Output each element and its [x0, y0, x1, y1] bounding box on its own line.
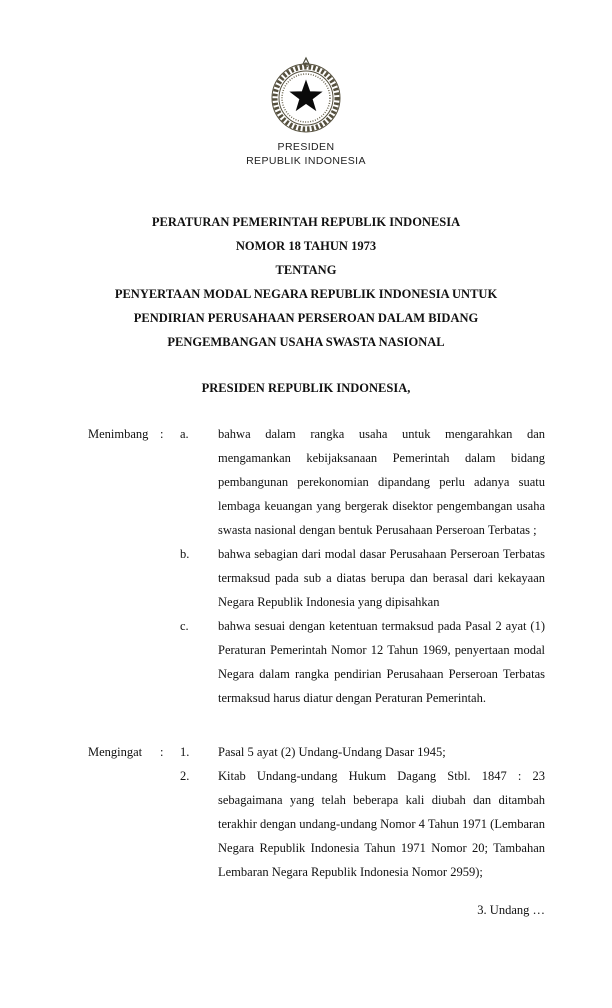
item-marker: a.: [180, 427, 189, 441]
legal-basis-item-1: [180, 740, 545, 764]
title-line-4: PENYERTAAN MODAL NEGARA REPUBLIK INDONESIA UNTUK: [114, 287, 498, 301]
item-text: Kitab Undang-undang Hukum Dagang Stbl. 1847 : 23 sebagaimana yang telah beberapa kali diubah dan ditambah terakhir dengan undang-undang Nomor 4 Tahun 1971 (Lembaran Negara Republik Indonesia Tahun 1971 Nomor 20; Tambahan Lembaran Negara Republik Indonesia Nomor 2959);: [218, 769, 545, 879]
consideration-item-b: [180, 542, 545, 614]
regulation-title: [0, 210, 612, 354]
item-text: bahwa sesuai dengan ketentuan termaksud pada Pasal 2 ayat (1) Peraturan Pemerintah Nomor 12 Tahun 1969, penyertaan modal Negara dalam rangka pendirian Perusahaan Perseroan Terbatas termaksud harus diatur dengan Peraturan Pemerintah.: [218, 619, 545, 705]
title-line-5: PENDIRIAN PERUSAHAAN PERSEROAN DALAM BIDANG: [133, 311, 479, 325]
item-text: bahwa dalam rangka usaha untuk mengarahkan dan mengamankan kebijaksanaan Pemerintah dalam bidang pembangunan perekonomian dipandang perlu adanya suatu lembaga keuangan yang bergerak disektor pengembangan usaha swasta nasional dengan bentuk Perusahaan Perseroan Terbatas ;: [218, 427, 545, 537]
letterhead: [0, 140, 612, 168]
consideration-item-c: [180, 614, 545, 710]
item-text: Pasal 5 ayat (2) Undang-Undang Dasar 1945;: [218, 745, 446, 759]
item-marker: c.: [180, 619, 189, 633]
item-marker: 1.: [180, 745, 190, 759]
section-label: Mengingat: [88, 745, 143, 759]
legal-basis-item-2: [180, 764, 545, 884]
title-line-1: PERATURAN PEMERINTAH REPUBLIK INDONESIA: [151, 215, 461, 229]
preamble-heading: PRESIDEN REPUBLIK INDONESIA,: [201, 381, 411, 395]
section-separator: :: [160, 745, 164, 759]
title-line-6: PENGEMBANGAN USAHA SWASTA NASIONAL: [167, 335, 445, 349]
item-marker: b.: [180, 547, 190, 561]
page-catchword: 3. Undang …: [477, 903, 545, 917]
title-line-3: TENTANG: [275, 263, 337, 277]
letterhead-republik-indonesia: REPUBLIK INDONESIA: [246, 155, 366, 167]
letterhead-presiden: PRESIDEN: [277, 141, 335, 153]
section-menimbang: [88, 422, 545, 710]
section-items: [180, 740, 545, 884]
title-line-2: NOMOR 18 TAHUN 1973: [235, 239, 377, 253]
consideration-item-a: [180, 422, 545, 542]
section-mengingat: [88, 740, 545, 884]
item-marker: 2.: [180, 769, 190, 783]
section-label: Menimbang: [88, 427, 149, 441]
section-separator: :: [160, 427, 164, 441]
emblem-container: [0, 56, 612, 134]
item-text: bahwa sebagian dari modal dasar Perusahaan Perseroan Terbatas termaksud pada sub a diatas berupa dan berasal dari kekayaan Negara Republik Indonesia yang dipisahkan: [218, 547, 545, 609]
section-items: [180, 422, 545, 710]
national-emblem-icon: [263, 56, 349, 134]
